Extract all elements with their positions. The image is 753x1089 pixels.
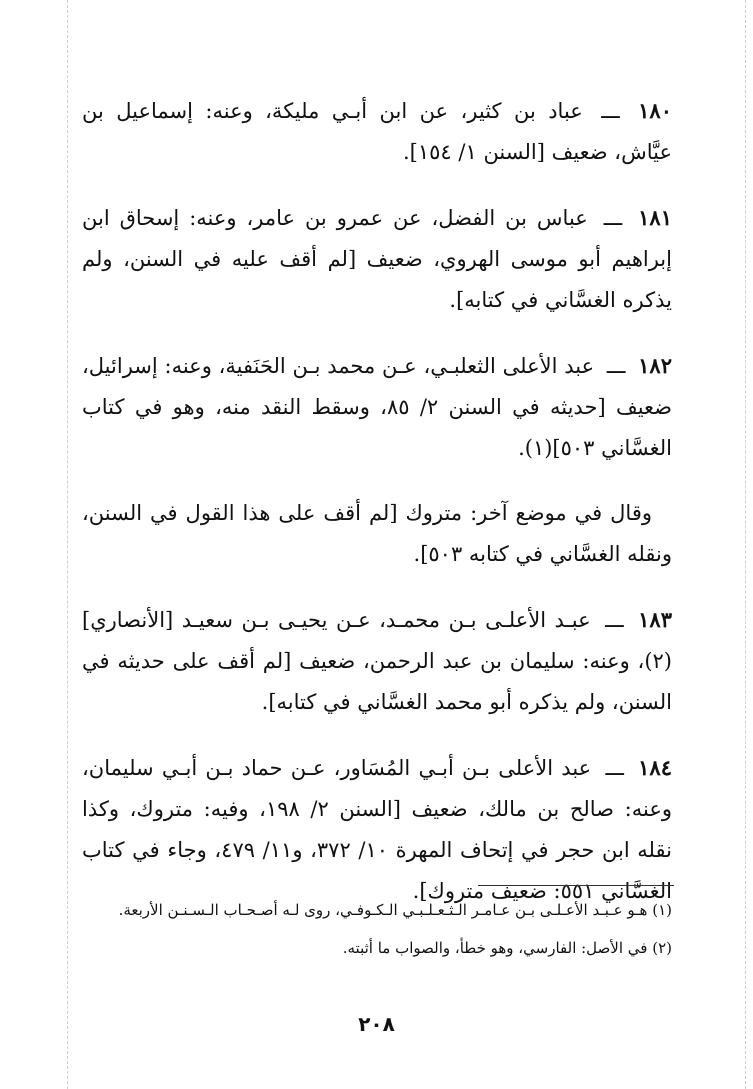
entry-text: عبد الأعلى الثعلبـي، عـن محمد بـن الحَنَفية، وعنه: إسرائيل، ضعيف [حديثه في السنن ٢/ ٨٥، وسقط النقد منه، وهو في كتاب الغسَّاني ٥٠٣](١). (82, 354, 672, 460)
page-number: ٢٠٨ (358, 1012, 395, 1036)
entry-text: عبد الأعلى بـن أبـي المُسَاور، عـن حماد بـن أبـي سليمان، وعنه: صالح بن مالك، ضعيف [السنن ٢/ ١٩٨، وفيه: متروك، وكذا نقله ابن حجر في إتحاف المهرة ١٠/ ٣٧٢، و١١/ ٤٧٩، وجاء في كتاب الغسَّاني ٥٥١: ضعيف متروك]. (82, 756, 672, 903)
entry-181 (82, 197, 672, 321)
entry-184 (82, 747, 672, 912)
entry-dash: ـــ (601, 99, 620, 123)
entry-number: ١٨١ (638, 205, 672, 230)
entry-text: عبـد الأعلـى بـن محمـد، عـن يحيـى بـن سعيـد [الأنصاري](٢)، وعنه: سليمان بن عبد الرحمن، ضعيف [لم أقف على حديثه في السنن، ولم يذكره أبو محمد الغسَّاني في كتابه]. (82, 608, 672, 714)
footnote-text: هـو عـبـد الأعـلـى بـن عـامـر الـثـعـلـبـي الـكـوفـي، روى لـه أصـحـاب الـسـنـن الأربعة. (118, 901, 648, 919)
entry-number: ١٨٤ (638, 755, 672, 780)
entry-number: ١٨٣ (638, 607, 672, 632)
entry-182-continuation (82, 493, 672, 575)
entry-paragraph (82, 599, 672, 723)
entry-paragraph (82, 197, 672, 321)
entry-text: عباد بن كثير، عن ابن أبـي مليكة، وعنه: إسماعيل بن عيَّاش، ضعيف [السنن ١/ ١٥٤]. (82, 99, 672, 164)
entry-183 (82, 599, 672, 723)
entry-text: وقال في موضع آخر: متروك [لم أقف على هذا القول في السنن، ونقله الغسَّاني في كتابه ٥٠٣]. (82, 501, 672, 566)
footnote-marker: (٢) (652, 939, 672, 957)
footnote-marker: (١) (652, 901, 672, 919)
entry-number: ١٨٢ (638, 353, 672, 378)
footnote-2 (82, 933, 672, 963)
entry-dash: ـــ (605, 756, 624, 780)
scan-edge-right (745, 0, 746, 1089)
entry-number: ١٨٠ (638, 98, 672, 123)
main-text (82, 90, 672, 936)
footnote-1 (82, 895, 672, 925)
entry-text: عباس بن الفضل، عن عمرو بن عامر، وعنه: إسحاق ابن إبراهيم أبو موسى الهروي، ضعيف [لم أقف عليه في السنن، ولم يذكره الغسَّاني في كتابه]. (82, 206, 672, 312)
footnote-text: في الأصل: الفارسي، وهو خطأ، والصواب ما أثبته. (342, 939, 648, 957)
entry-paragraph (82, 345, 672, 469)
entry-dash: ـــ (603, 206, 623, 230)
entry-paragraph (82, 747, 672, 912)
entry-180 (82, 90, 672, 173)
entry-paragraph (82, 90, 672, 173)
entry-dash: ـــ (605, 608, 624, 632)
scan-edge-left (67, 0, 68, 1089)
entry-182 (82, 345, 672, 469)
entry-paragraph (82, 493, 672, 575)
footnote-divider (478, 885, 674, 886)
entry-dash: ـــ (606, 354, 626, 378)
footnotes (82, 895, 672, 971)
